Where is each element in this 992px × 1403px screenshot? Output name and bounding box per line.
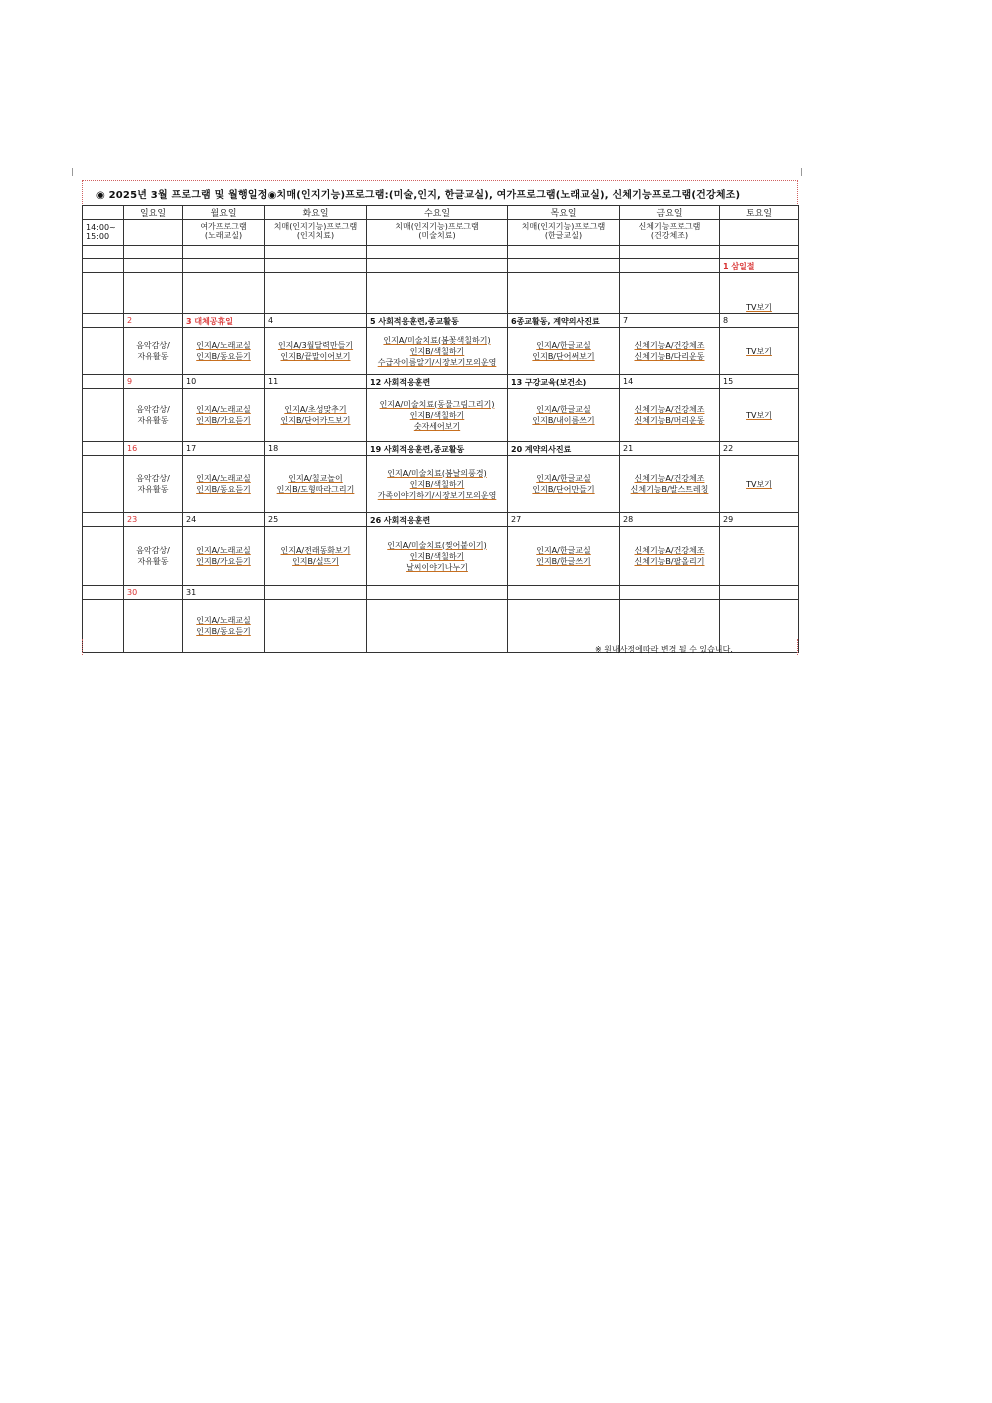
activity-text: 음악감상/ 자유활동 — [136, 546, 170, 566]
activity-text: 인지A/미술치료(봄날의풍경) 인지B/색칠하기 가족이야기하기/시장보기모의운영 — [377, 468, 497, 500]
date-cell: 16 — [124, 442, 183, 456]
activity-cell — [367, 328, 508, 375]
activity-cell — [508, 328, 620, 375]
activity-cell — [620, 456, 720, 513]
date-cell: 15 — [720, 375, 799, 389]
activity-cell — [265, 456, 367, 513]
crop-mark — [793, 168, 802, 176]
activity-text: 인지A/노래교실 인지B/동요듣기 — [196, 616, 251, 636]
date-row — [83, 314, 799, 328]
program-label — [124, 220, 183, 246]
date-cell: 18 — [265, 442, 367, 456]
activity-cell — [620, 328, 720, 375]
date-cell: 7 — [620, 314, 720, 328]
activity-text: TV보기 — [746, 479, 772, 489]
activity-cell — [720, 328, 799, 375]
date-row — [83, 259, 799, 273]
activity-cell — [620, 389, 720, 442]
activity-cell — [265, 328, 367, 375]
date-row — [83, 375, 799, 389]
activity-cell — [265, 389, 367, 442]
date-cell: 3 대체공휴일 — [183, 314, 265, 328]
date-cell — [265, 586, 367, 600]
activity-text: 신체기능A/건강체조 신체기능B/머리운동 — [634, 405, 705, 425]
activity-cell — [183, 456, 265, 513]
footnote: ※ 원내사정에따라 변경 될 수 있습니다. — [595, 645, 733, 654]
activity-cell — [720, 389, 799, 442]
monthly-schedule-table — [82, 205, 799, 653]
activity-cell — [124, 456, 183, 513]
time-slot: 14:00~ 15:00 — [83, 220, 124, 246]
activity-text: 인지A/한글교실 인지B/단어써보기 — [532, 341, 595, 361]
activity-text: 인지A/노래교실 인지B/가요듣기 — [196, 546, 251, 566]
date-cell — [367, 259, 508, 273]
spacer-cell — [265, 246, 367, 259]
date-cell: 12 사회적응훈련 — [367, 375, 508, 389]
activity-cell — [367, 389, 508, 442]
activity-row — [83, 273, 799, 314]
activity-text: 인지A/노래교실 인지B/동요듣기 — [196, 341, 251, 361]
activity-cell — [367, 527, 508, 586]
program-label: 치매(인지기능)프로그램 (한글교실) — [508, 220, 620, 246]
activity-text: TV보기 — [746, 346, 772, 356]
weekday-header-row — [83, 206, 799, 220]
spacer-cell — [83, 246, 124, 259]
date-row — [83, 442, 799, 456]
activity-cell — [265, 527, 367, 586]
crop-mark — [72, 168, 81, 176]
date-cell: 23 — [124, 513, 183, 527]
date-cell — [508, 259, 620, 273]
spacer-cell — [124, 246, 183, 259]
weekday-header: 수요일 — [367, 206, 508, 220]
activity-text: 신체기능A/건강체조 신체기능B/발스트레칭 — [630, 474, 709, 494]
weekday-header: 금요일 — [620, 206, 720, 220]
date-cell: 29 — [720, 513, 799, 527]
date-cell: 25 — [265, 513, 367, 527]
page-title: ◉ 2025년 3월 프로그램 및 월행일정◉치매(인지기능)프로그램:(미술,인지, 한글교실), 여가프로그램(노래교실), 신체기능프로그램(건강체조) — [96, 190, 741, 201]
activity-cell — [620, 273, 720, 314]
activity-cell — [124, 527, 183, 586]
activity-cell — [265, 273, 367, 314]
program-label: 치매(인지기능)프로그램 (미술치료) — [367, 220, 508, 246]
activity-cell — [183, 273, 265, 314]
activity-text: 인지A/노래교실 인지B/동요듣기 — [196, 474, 251, 494]
activity-text: 인지A/미술치료(찢어붙이기) 인지B/색칠하기 날씨이야기나누기 — [387, 540, 487, 572]
program-label: 치매(인지기능)프로그램 (인지치료) — [265, 220, 367, 246]
program-label: 여가프로그램 (노래교실) — [183, 220, 265, 246]
activity-cell — [720, 527, 799, 586]
activity-text: 인지A/칠교놀이 인지B/도형따라그리기 — [276, 474, 355, 494]
date-cell — [367, 586, 508, 600]
date-cell: 31 — [183, 586, 265, 600]
date-row — [83, 586, 799, 600]
date-cell: 5 사회적응훈련,종교활동 — [367, 314, 508, 328]
date-cell: 28 — [620, 513, 720, 527]
date-spacer — [83, 259, 124, 273]
activity-cell — [720, 273, 799, 314]
spacer-cell — [720, 246, 799, 259]
activity-cell — [508, 273, 620, 314]
weekday-header: 토요일 — [720, 206, 799, 220]
program-row — [83, 220, 799, 246]
date-cell — [620, 259, 720, 273]
activity-text: 인지A/초성맞추기 인지B/단어카드보기 — [280, 405, 351, 425]
weekday-header: 일요일 — [124, 206, 183, 220]
date-cell — [265, 259, 367, 273]
activity-text: 인지A/미술치료(봄꽃색칠하기) 인지B/색칠하기 수급자이름알기/시장보기모의운영 — [377, 335, 497, 367]
date-cell: 21 — [620, 442, 720, 456]
activity-row — [83, 527, 799, 586]
activity-cell — [367, 273, 508, 314]
spacer-cell — [508, 246, 620, 259]
activity-text: TV보기 — [746, 303, 772, 312]
activity-text: 음악감상/ 자유활동 — [136, 405, 170, 425]
weekday-header: 월요일 — [183, 206, 265, 220]
date-spacer — [83, 513, 124, 527]
date-cell: 9 — [124, 375, 183, 389]
date-cell: 27 — [508, 513, 620, 527]
date-cell: 19 사회적응훈련,종교활동 — [367, 442, 508, 456]
activity-spacer — [83, 389, 124, 442]
activity-row — [83, 389, 799, 442]
date-cell: 14 — [620, 375, 720, 389]
activity-text: TV보기 — [746, 410, 772, 420]
activity-row — [83, 456, 799, 513]
spacer-cell — [620, 246, 720, 259]
spacer-cell — [183, 246, 265, 259]
activity-cell — [508, 527, 620, 586]
program-label: 신체기능프로그램 (건강체조) — [620, 220, 720, 246]
date-cell: 26 사회적응훈련 — [367, 513, 508, 527]
weekday-header: 화요일 — [265, 206, 367, 220]
activity-row — [83, 328, 799, 375]
activity-text: 인지A/미술치료(동물그림그리기) 인지B/색칠하기 숫자세어보기 — [379, 399, 495, 431]
activity-cell — [124, 273, 183, 314]
date-cell — [183, 259, 265, 273]
activity-cell — [183, 389, 265, 442]
date-cell: 6종교활동, 계약의사진료 — [508, 314, 620, 328]
activity-spacer — [83, 456, 124, 513]
activity-cell — [183, 527, 265, 586]
date-cell — [720, 586, 799, 600]
activity-text: 음악감상/ 자유활동 — [136, 474, 170, 494]
weekday-header: 목요일 — [508, 206, 620, 220]
date-spacer — [83, 314, 124, 328]
activity-cell — [508, 389, 620, 442]
date-row — [83, 513, 799, 527]
activity-text: 인지A/한글교실 인지B/내이름쓰기 — [532, 405, 595, 425]
date-cell: 20 계약의사진료 — [508, 442, 620, 456]
date-cell: 8 — [720, 314, 799, 328]
date-cell — [508, 586, 620, 600]
date-cell: 17 — [183, 442, 265, 456]
activity-text: 인지A/3월달력만들기 인지B/끝말이어보기 — [277, 341, 354, 361]
activity-cell — [620, 527, 720, 586]
spacer-cell — [367, 246, 508, 259]
date-cell: 22 — [720, 442, 799, 456]
activity-cell — [720, 456, 799, 513]
date-spacer — [83, 586, 124, 600]
activity-text: 음악감상/ 자유활동 — [136, 341, 170, 361]
activity-cell — [124, 389, 183, 442]
activity-text: 인지A/한글교실 인지B/한글쓰기 — [536, 546, 591, 566]
date-cell: 2 — [124, 314, 183, 328]
spacer-row — [83, 246, 799, 259]
date-cell: 13 구강교육(보건소) — [508, 375, 620, 389]
activity-cell — [367, 456, 508, 513]
corner-cell — [83, 206, 124, 220]
activity-cell — [124, 328, 183, 375]
date-cell — [124, 259, 183, 273]
date-cell — [620, 586, 720, 600]
activity-text: 신체기능A/건강체조 신체기능B/팔올리기 — [634, 546, 705, 566]
date-spacer — [83, 375, 124, 389]
activity-spacer — [83, 273, 124, 314]
date-cell: 24 — [183, 513, 265, 527]
date-cell: 11 — [265, 375, 367, 389]
activity-text: 인지A/한글교실 인지B/단어만들기 — [532, 474, 595, 494]
activity-cell — [508, 456, 620, 513]
date-spacer — [83, 442, 124, 456]
activity-spacer — [83, 527, 124, 586]
activity-text: 인지A/전래동화보기 인지B/실뜨기 — [280, 546, 351, 566]
date-cell: 4 — [265, 314, 367, 328]
program-label — [720, 220, 799, 246]
activity-text: 신체기능A/건강체조 신체기능B/다리운동 — [634, 341, 705, 361]
activity-cell — [183, 328, 265, 375]
date-cell: 10 — [183, 375, 265, 389]
activity-text: 인지A/노래교실 인지B/가요듣기 — [196, 405, 251, 425]
date-cell: 1 삼일절 — [720, 259, 799, 273]
activity-spacer — [83, 328, 124, 375]
date-cell: 30 — [124, 586, 183, 600]
